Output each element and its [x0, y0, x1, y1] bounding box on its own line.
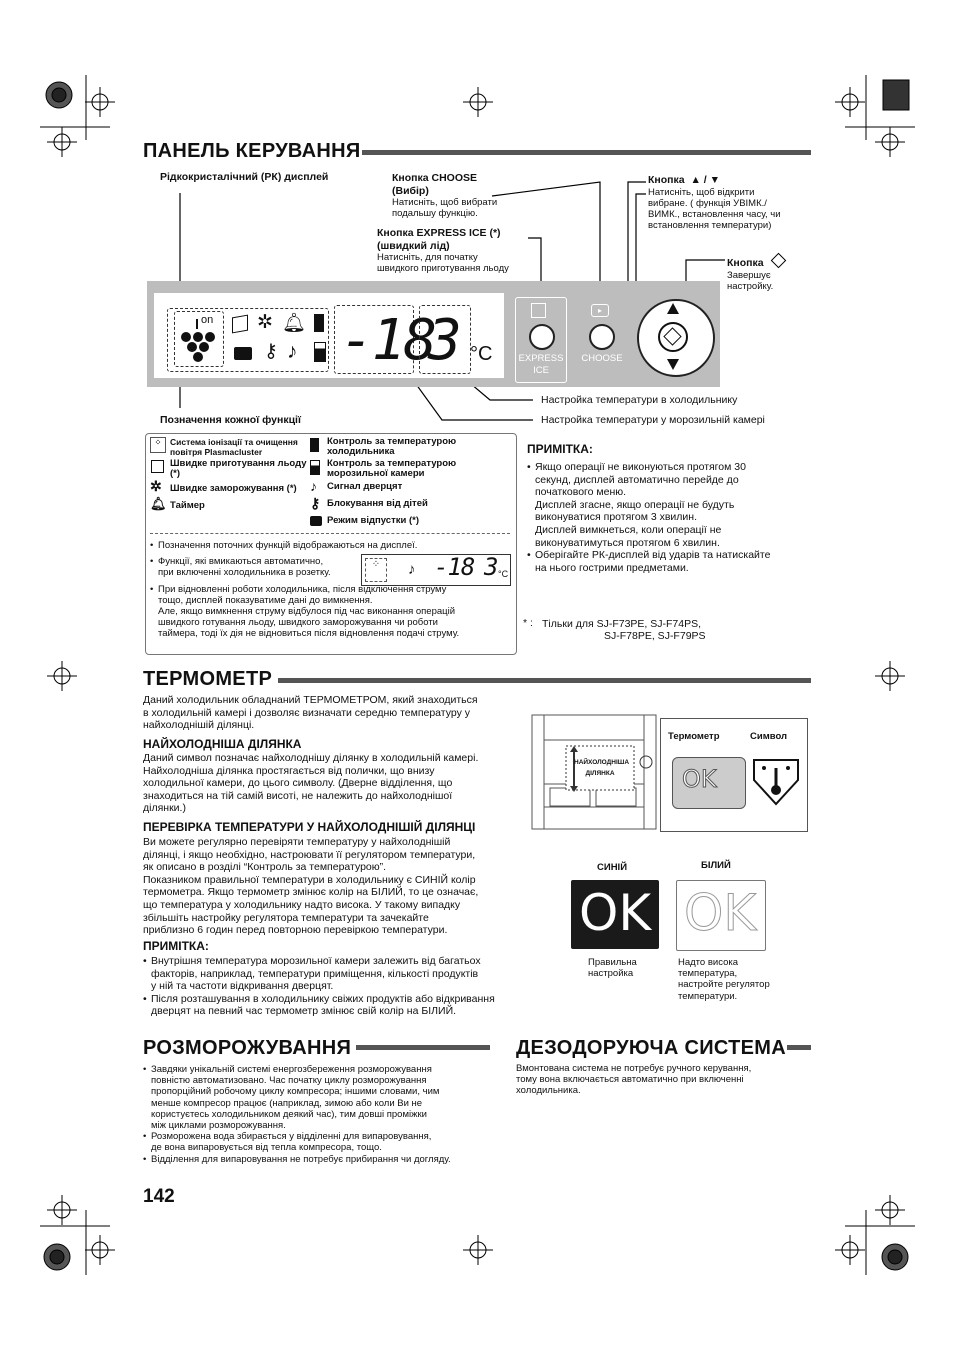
key-icon: ⚷	[310, 495, 321, 511]
mini-unit: °C	[498, 569, 509, 579]
note-title: ПРИМІТКА:	[527, 442, 593, 456]
page-number: 142	[143, 1186, 175, 1207]
key-icon: ⚷	[264, 341, 278, 362]
alarm-bell-icon: 🔔︎	[150, 496, 167, 511]
plasmacluster-icon	[176, 313, 222, 363]
thermo-notes	[143, 955, 533, 1018]
blue-caption: Правильна настройка	[588, 957, 637, 980]
choose-button-label: CHOOSE	[581, 353, 623, 364]
choose-callout: Кнопка CHOOSE (Вибір) Натисніть, щоб вибрати подальшу функцію.	[392, 172, 498, 220]
freezer-temp-label: Настройка температури у морозильній камері	[541, 414, 765, 426]
legend-item: Контроль за температурою морозильної камери	[310, 459, 510, 481]
updown-callout: Кнопка ▲ / ▼ Натисніть, щоб відкрити вибране. ( функція УВІМК./ ВИМК., встановлення часу, чи встановлення температури)	[648, 174, 781, 232]
ice-cube-icon	[232, 315, 248, 334]
temp-unit: °C	[470, 343, 493, 365]
snowflake-icon: ✲	[257, 312, 273, 333]
up-button[interactable]	[667, 303, 679, 314]
freezer-temp-value: -18	[340, 308, 436, 373]
mini-cluster-icon: ⁘	[365, 558, 387, 582]
legend-left	[150, 437, 308, 517]
alarm-bell-icon: 🔔︎	[282, 313, 307, 334]
express-ice-button[interactable]	[529, 324, 555, 350]
choose-icon: ▸	[591, 304, 609, 317]
legend-note: • Позначення поточних функцій відображаються на дисплеї.	[150, 540, 510, 551]
thermo-intro: Даний холодильник обладнаний ТЕРМОМЕТРОМ, який знаходиться в холодильній камері і дозволяє визначати середню температуру у найхолоднішій ділянці.	[143, 694, 478, 732]
legend-item: ✲ Швидке заморожування (*)	[150, 478, 297, 494]
coldest-symbol-icon	[752, 758, 800, 808]
blue-label: СИНІЙ	[597, 862, 628, 873]
footnote-line: Тільки для SJ-F73PE, SJ-F74PS,	[542, 618, 702, 630]
title-rule	[787, 1045, 811, 1050]
note-item: • Якщо операції не виконуються протягом 30 секунд, дисплей автоматично перейде до початкового меню. Дисплей згасне, якщо операції не будуть виконуватися протягом 3 хвилин. Дисплей вимкнеться, коли операції не виконуватимуться протягом 6 хвилин.	[527, 461, 807, 549]
door-note-icon: ♪	[287, 340, 298, 363]
fridge-temp-value: 3	[428, 308, 462, 373]
defrost-title: РОЗМОРОЖУВАННЯ	[143, 1037, 352, 1059]
white-label: БІЛИЙ	[701, 860, 731, 871]
ok-white-text: OK	[684, 884, 757, 942]
check-text: Ви можете регулярно перевіряти температуру у найхолоднішій ділянці, і якщо необхідно, настроювати її регулятором температури, як описано в розділі “Контроль за температурою”. Показником правильної температури в холодильнику є СИНІЙ колір термометра. Якщо термометр змінює колір на БІЛИЙ, то це означає, що температура у холодильнику надто висока. У такому випадку збільшіть настройку регулятора температури та зачекайте приблизно 6 годин перед повторною перевіркою температури.	[143, 836, 479, 937]
fridge-temp-icon	[314, 314, 324, 332]
lcd-display	[154, 293, 504, 378]
deodor-text: Вмонтована система не потребує ручного керування, тому вона включається автоматично при включенні холодильника.	[516, 1063, 752, 1097]
note-item: • Внутрішня температура морозильної камери залежить від багатьох факторів, наприклад, температури приміщення, кількості продуктів у ній та частоти відкривання дверцят.	[143, 955, 533, 993]
legend-note: • При відновленні роботи холодильника, після відключення струму тощо, дисплей показуватиме дані до вимкнення. Але, якщо вимкнення струму відбулося під час виконання операцій швидкого готування льоду, швидкого заморожування чи роботи таймера, тоді їх дія не відновиться після відновлення подачі струму.	[150, 584, 510, 640]
coldest-zone-label: НАЙХОЛОДНІША ДІЛЯНКА	[574, 759, 630, 777]
coldest-title: НАЙХОЛОДНІША ДІЛЯНКА	[143, 737, 302, 751]
check-title: ПЕРЕВІРКА ТЕМПЕРАТУРИ У НАЙХОЛОДНІШІЙ ДІЛЯНЦІ	[143, 820, 476, 834]
express-ice-icon	[531, 303, 546, 318]
express-ice-button-label: EXPRESS ICE	[518, 353, 564, 376]
enter-callout: Кнопка Завершує настройку.	[727, 255, 784, 292]
snowflake-icon: ✲	[150, 478, 162, 494]
lcd-label: Рідкокристалічний (РК) дисплей	[160, 171, 329, 183]
footnote-mark: * :	[523, 617, 533, 629]
legend-right	[310, 437, 510, 532]
symbol-label: Символ	[750, 731, 788, 742]
coldest-text: Даний символ позначає найхолоднішу ділянку в холодильній камері. Найхолодніша ділянка простягається від полички, що внизу холодильної камери, до цього символу. (Дверне відділення, що знаходиться на тій самій висоті, не належить до найхолоднішої ділянки.)	[143, 752, 479, 815]
legend-item: ⁘ Система іонізації та очищення повітря Plasmacluster	[150, 437, 308, 459]
fridge-temp-label: Настройка температури в холодильнику	[541, 394, 738, 406]
mini-lcd	[361, 554, 511, 586]
thermometer-ok-small: OK	[682, 765, 717, 793]
fridge-temp-icon	[310, 438, 319, 452]
legend-divider	[150, 533, 510, 534]
ice-cube-icon	[151, 460, 164, 473]
control-panel	[147, 281, 720, 387]
thermometer-label: Термометр	[668, 731, 720, 742]
suitcase-icon	[234, 347, 252, 360]
note-list	[527, 461, 807, 574]
defrost-item: • Завдяки унікальній системі енергозбереження розморожування повністю автоматизовано. Час початку циклу розморожування пропорційний робочому циклу компресора; іншими словами, чим менше компресор працює (наприклад, зимою або коли Ви не користуєтесь холодильником деякий час), тим довші проміжки між циклами розморожування.	[143, 1064, 503, 1131]
defrost-item: • Розморожена вода збирається у відділенні для випаровування, де вона випаровується від тепла компресора, тощо.	[143, 1131, 503, 1153]
door-note-icon: ♪	[310, 478, 317, 494]
freezer-temp-icon	[314, 342, 326, 362]
legend-item: Контроль за температурою холодильника	[310, 437, 510, 459]
express-callout: Кнопка EXPRESS ICE (*) (швидкий лід) Натисніть, для початку швидкого приготування льоду	[377, 227, 509, 275]
updown-arrows-icon: ▲ / ▼	[690, 174, 720, 186]
freezer-temp-icon	[310, 460, 320, 475]
mini-door-note-icon: ♪	[408, 561, 416, 578]
white-caption: Надто висока температура, настройте регулятор температури.	[678, 957, 770, 1002]
legend-note: • Функції, які вмикаються автоматично, при включенні холодильника в розетку.	[150, 556, 510, 578]
suitcase-icon	[310, 516, 322, 526]
note-item: • Після розташування в холодильнику свіжих продуктів або відкривання дверцят на певний час термометр змінює свій колір на БІЛИЙ.	[143, 993, 533, 1018]
legend-item: Режим відпустки (*)	[310, 515, 510, 532]
defrost-item: • Відділення для випаровування не потребує прибирання чи догляду.	[143, 1154, 503, 1165]
footnote-line: SJ-F78PE, SJ-F79PS	[604, 630, 706, 642]
choose-button[interactable]	[589, 324, 615, 350]
title-rule	[356, 1045, 490, 1050]
plasmacluster-icon: ⁘	[150, 437, 166, 453]
deodor-title: ДЕЗОДОРУЮЧА СИСТЕМА	[516, 1037, 787, 1059]
lcd-on-text: on	[201, 314, 214, 326]
mini-fridge-temp: 3	[484, 553, 499, 581]
legend-item: ⚷ Блокування від дітей	[310, 495, 428, 511]
legend-item: 🔔︎ Таймер	[150, 496, 205, 511]
thermometer-title: ТЕРМОМЕТР	[143, 668, 273, 690]
title-rule	[278, 678, 811, 683]
defrost-list	[143, 1064, 503, 1165]
ok-blue-text: OK	[579, 884, 652, 942]
thermo-note-title: ПРИМІТКА:	[143, 939, 209, 953]
control-panel-title: ПАНЕЛЬ КЕРУВАННЯ	[143, 140, 361, 162]
mini-freezer-temp: -18	[434, 553, 475, 581]
legend-item: ♪ Сигнал дверцят	[310, 478, 403, 494]
down-button[interactable]	[667, 359, 679, 370]
note-item: • Оберігайте РК-дисплей від ударів та натискайте на нього гострими предметами.	[527, 549, 807, 574]
legend-item: Швидке приготування льоду (*)	[150, 459, 308, 483]
function-label: Позначення кожної функції	[160, 414, 301, 426]
